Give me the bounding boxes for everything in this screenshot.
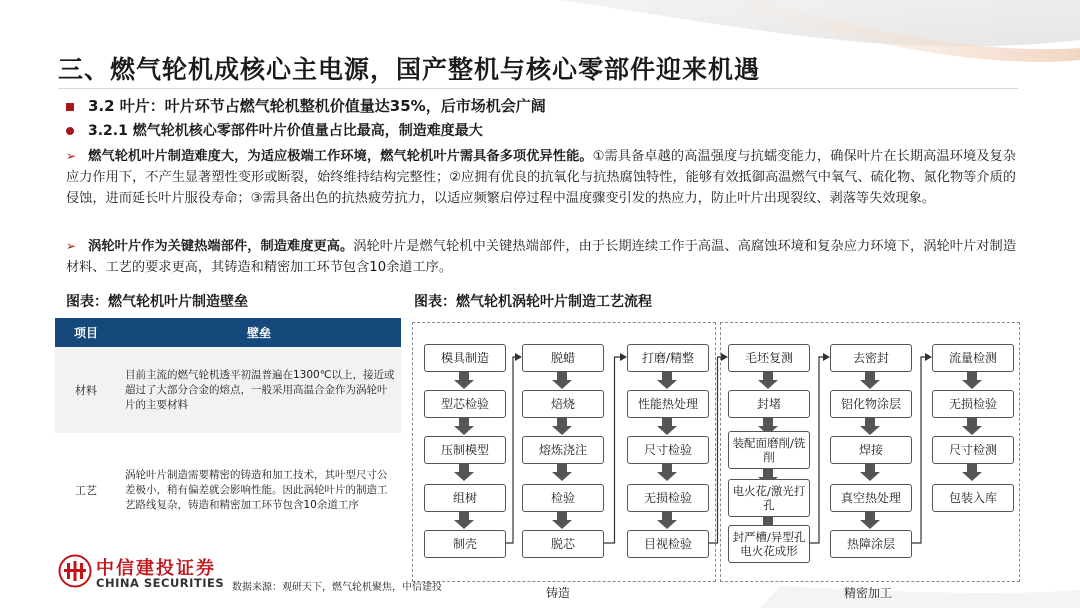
table-header-row <box>55 318 401 347</box>
title-divider <box>58 88 1018 89</box>
flow-step-box: 目视检验 <box>627 530 709 558</box>
flow-step-box: 脱芯 <box>522 530 604 558</box>
table-caption: 图表：燃气轮机叶片制造壁垒 <box>66 294 248 310</box>
barrier-table <box>55 318 401 547</box>
arrow-right-icon <box>620 353 627 361</box>
subsection-heading-text: 3.2.1 燃气轮机核心零部件叶片价值量占比最高，制造难度最大 <box>88 123 483 139</box>
paragraph-2-body: 涡轮叶片是燃气轮机中关键热端部件，由于长期连续工作于高温、高腐蚀环境和复杂应力环境下，涡轮叶片对制造材料、工艺的要求更高，其铸造和精密加工环节包含10余道工序。 <box>66 239 1017 275</box>
arrow-bullet-icon: ➢ <box>66 149 77 163</box>
flow-step-box: 焙烧 <box>522 390 604 418</box>
table-cell-text: 目前主流的燃气轮机透平初温普遍在1300℃以上，接近或超过了大部分合金的熔点，一般采用高温合金作为涡轮叶片的主要材料 <box>117 347 401 433</box>
flow-step-box: 尺寸检验 <box>627 436 709 464</box>
flow-step-box: 去密封 <box>830 344 912 372</box>
logo-text-en: CHINA SECURITIES <box>96 576 225 590</box>
flow-step-box: 打磨/精整 <box>627 344 709 372</box>
table-header-item: 项目 <box>55 318 117 347</box>
citic-logo-icon <box>58 554 92 588</box>
paragraph-1 <box>66 146 1016 209</box>
flow-step-box: 脱蜡 <box>522 344 604 372</box>
data-source: 数据来源：观研天下，燃气轮机聚焦，中信建投 <box>232 582 442 593</box>
flow-step-box: 包装入库 <box>932 484 1014 512</box>
page-title: 三、燃气轮机成核心主电源，国产整机与核心零部件迎来机遇 <box>58 55 761 84</box>
flow-step-box: 电火花/激光打孔 <box>728 479 810 517</box>
flow-step-box: 制壳 <box>424 530 506 558</box>
arrow-right-icon <box>823 353 830 361</box>
section-heading <box>66 95 546 116</box>
flow-step-box: 性能热处理 <box>627 390 709 418</box>
subsection-heading <box>66 120 483 140</box>
arrow-right-icon <box>925 353 932 361</box>
flow-connector-line <box>602 357 621 543</box>
flow-connector-line <box>808 357 824 543</box>
flow-step-box: 流量检测 <box>932 344 1014 372</box>
arrow-right-icon <box>721 353 728 361</box>
arrow-bullet-icon: ➢ <box>66 239 77 253</box>
paragraph-2 <box>66 236 1016 278</box>
table-header-barrier: 壁垒 <box>117 318 401 347</box>
table-row <box>55 347 401 433</box>
logo-text-cn: 中信建投证券 <box>96 558 216 579</box>
paragraph-1-lead: 燃气轮机叶片制造难度大，为适应极端工作环境，燃气轮机叶片需具备多项优异性能。 <box>88 149 593 164</box>
flow-step-box: 真空热处理 <box>830 484 912 512</box>
flow-step-box: 熔炼浇注 <box>522 436 604 464</box>
table-cell-item: 材料 <box>55 347 117 433</box>
flow-step-box: 封严槽/异型孔电火花成形 <box>728 525 810 563</box>
flow-step-box: 铝化物涂层 <box>830 390 912 418</box>
round-bullet-icon <box>66 127 74 135</box>
process-flow-diagram <box>412 322 1022 600</box>
paragraph-1-body: ①需具备卓越的高温强度与抗蠕变能力，确保叶片在长期高温环境及复杂应力作用下，不产生显著塑性变形或断裂，始终维持结构完整性；②应拥有优良的抗氧化与抗热腐蚀特性，能够有效抵御高温燃气中氧气、硫化物、氮化物等介质的侵蚀，进而延长叶片服役寿命；③需具备出色的抗热疲劳抗力，以适应频繁启停过程中温度骤变引发的热应力，防止叶片出现裂纹、剥落等失效现象。 <box>66 149 1016 206</box>
section-heading-text: 3.2 叶片：叶片环节占燃气轮机整机价值量达35%，后市场机会广阔 <box>88 97 546 115</box>
flow-step-box: 尺寸检测 <box>932 436 1014 464</box>
flow-step-box: 焊接 <box>830 436 912 464</box>
flow-connector-line <box>707 357 722 543</box>
flow-step-box: 模具制造 <box>424 344 506 372</box>
flow-step-box: 型芯检验 <box>424 390 506 418</box>
arrow-right-icon <box>515 353 522 361</box>
flow-step-box: 组树 <box>424 484 506 512</box>
table-cell-item: 工艺 <box>55 433 117 547</box>
flow-step-box: 热障涂层 <box>830 530 912 558</box>
stage-label-casting: 铸造 <box>546 586 571 600</box>
stage-label-machining: 精密加工 <box>844 586 893 600</box>
flow-step-box: 装配面磨削/铣削 <box>728 431 810 469</box>
flow-step-box: 无损检验 <box>932 390 1014 418</box>
flow-caption: 图表：燃气轮机涡轮叶片制造工艺流程 <box>414 294 652 310</box>
flow-step-box: 封堵 <box>728 390 810 418</box>
table-row <box>55 433 401 547</box>
flow-connector-line <box>910 357 926 543</box>
table-cell-text: 涡轮叶片制造需要精密的铸造和加工技术，其叶型尺寸公差极小，稍有偏差就会影响性能。因此涡轮叶片的制造工艺路线复杂，铸造和精密加工环节包含10余道工序 <box>117 433 401 547</box>
flow-step-box: 压制模型 <box>424 436 506 464</box>
paragraph-2-lead: 涡轮叶片作为关键热端部件，制造难度更高。 <box>88 239 354 254</box>
flow-step-box: 毛坯复测 <box>728 344 810 372</box>
flow-step-box: 无损检验 <box>627 484 709 512</box>
square-bullet-icon <box>66 103 74 111</box>
flow-step-box: 检验 <box>522 484 604 512</box>
